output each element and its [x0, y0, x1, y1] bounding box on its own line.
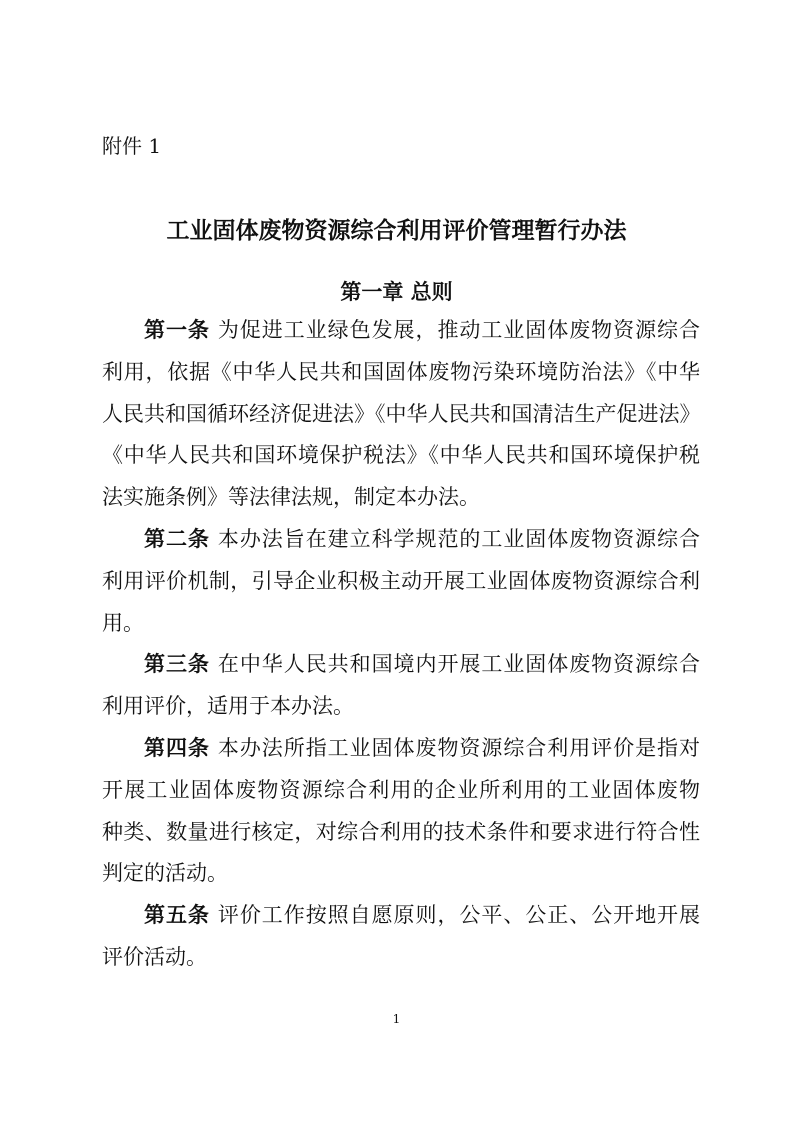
- article-text: 种类、数量进行核定，对综合利用的技术条件和要求进行符合性: [102, 819, 700, 844]
- document-title: 工业固体废物资源综合利用评价管理暂行办法: [166, 218, 627, 244]
- article-text: 开展工业固体废物资源综合利用的企业所利用的工业固体废物: [102, 777, 700, 802]
- article-line: [102, 648, 700, 690]
- article-line: [102, 481, 700, 523]
- article-text: 人民共和国循环经济促进法》《中华人民共和国清洁生产促进法》: [102, 401, 701, 426]
- article-text: 利用评价机制，引导企业积极主动开展工业固体废物资源综合利: [102, 568, 700, 593]
- article-text: 用。: [102, 610, 144, 635]
- article-text: 利用，依据《中华人民共和国固体废物污染环境防治法》《中华: [102, 359, 700, 384]
- article-line: [102, 816, 700, 858]
- article-line: [102, 899, 700, 941]
- article-line: [102, 314, 700, 356]
- article-2: [102, 523, 700, 648]
- article-number: 第四条: [144, 735, 210, 760]
- article-line: [102, 607, 700, 649]
- article-text: 本办法旨在建立科学规范的工业固体废物资源综合: [217, 526, 700, 551]
- article-line: [102, 356, 700, 398]
- article-line: [102, 565, 700, 607]
- page-number: 1: [392, 1012, 401, 1026]
- article-line: [102, 857, 700, 899]
- article-number: 第二条: [144, 526, 210, 551]
- article-text: 为促进工业绿色发展，推动工业固体废物资源综合: [217, 318, 700, 342]
- article-text: 本办法所指工业固体废物资源综合利用评价是指对: [217, 735, 700, 760]
- article-text: 评价活动。: [102, 944, 207, 969]
- article-line: [102, 690, 700, 732]
- document-body: [102, 314, 700, 983]
- article-text: 在中华人民共和国境内开展工业固体废物资源综合: [217, 652, 700, 677]
- article-3: [102, 648, 700, 732]
- article-line: [102, 439, 700, 481]
- chapter-heading: 第一章 总则: [340, 280, 453, 304]
- article-line: [102, 732, 700, 774]
- article-text: 《中华人民共和国环境保护税法》《中华人民共和国环境保护税: [102, 443, 700, 468]
- article-number: 第三条: [144, 652, 210, 677]
- article-number: 第五条: [144, 903, 210, 928]
- article-number: 第一条: [144, 318, 210, 342]
- article-4: [102, 732, 700, 899]
- annex-label: 附件 1: [102, 134, 162, 158]
- article-1: [102, 314, 700, 523]
- article-text: 利用评价，适用于本办法。: [102, 694, 354, 719]
- article-text: 判定的活动。: [102, 861, 228, 886]
- article-line: [102, 398, 700, 440]
- article-text: 评价工作按照自愿原则，公平、公正、公开地开展: [217, 903, 700, 928]
- article-line: [102, 523, 700, 565]
- article-text: 法实施条例》等法律法规，制定本办法。: [102, 485, 480, 510]
- article-line: [102, 941, 700, 983]
- article-line: [102, 774, 700, 816]
- article-5: [102, 899, 700, 983]
